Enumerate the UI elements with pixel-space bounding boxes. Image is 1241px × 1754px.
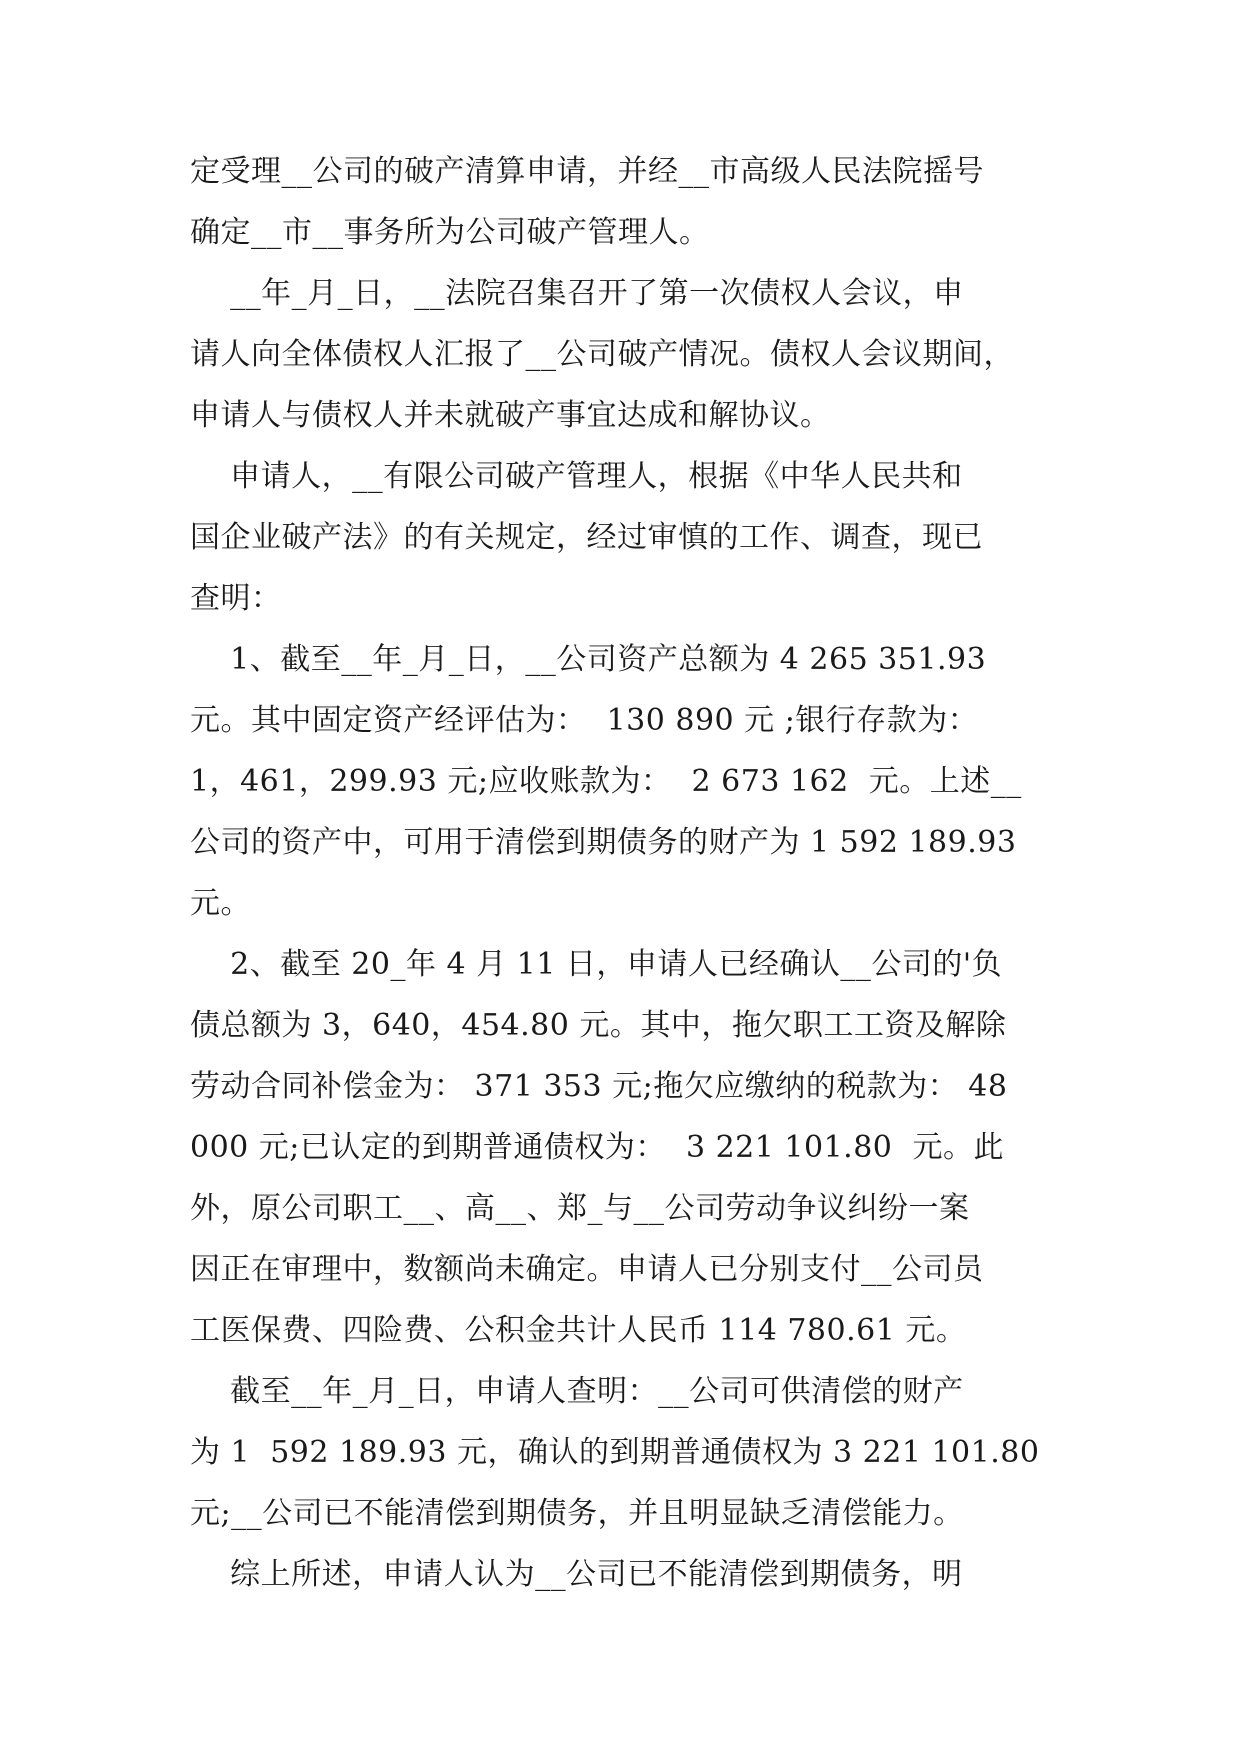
text-line: 元;__公司已不能清偿到期债务，并且明显缺乏清偿能力。 [190,1496,964,1531]
text-line: 工医保费、四险费、公积金共计人民币 114 780.61 元。 [190,1313,967,1348]
text-line: 综上所述，申请人认为__公司已不能清偿到期债务，明 [190,1557,963,1592]
text-line: 查明： [190,581,282,616]
text-line: 元。其中固定资产经评估为： 130 890 元 ;银行存款为： [190,703,979,738]
text-line: 债总额为 3，640，454.80 元。其中，拖欠职工工资及解除 [190,1008,1007,1043]
text-line: 1、截至__年_月_日，__公司资产总额为 4 265 351.93 [190,642,987,677]
text-line: 因正在审理中，数额尚未确定。申请人已分别支付__公司员 [190,1252,984,1287]
text-line: 为 1 592 189.93 元，确认的到期普通债权为 3 221 101.80 [190,1435,1040,1470]
text-line: 国企业破产法》的有关规定，经过审慎的工作、调查，现已 [190,520,983,555]
text-line: 请人向全体债权人汇报了__公司破产情况。债权人会议期间， [190,337,1014,372]
text-line: 确定__市__事务所为公司破产管理人。 [190,215,710,250]
text-line: 1，461，299.93 元;应收账款为： 2 673 162 元。上述__ [190,764,1022,799]
text-line: 外，原公司职工__、高__、郑_与__公司劳动争议纠纷一案 [190,1191,970,1226]
text-line: 定受理__公司的破产清算申请，并经__市高级人民法院摇号 [190,154,984,189]
text-line: 000 元;已认定的到期普通债权为： 3 221 101.80 元。此 [190,1130,1004,1165]
text-line: 申请人，__有限公司破产管理人，根据《中华人民共和 [190,459,963,494]
text-line: 2、截至 20_年 4 月 11 日，申请人已经确认__公司的'负 [190,947,1003,982]
text-line: 劳动合同补偿金为： 371 353 元;拖欠应缴纳的税款为： 48 [190,1069,1008,1104]
text-line: __年_月_日，__法院召集召开了第一次债权人会议，申 [190,276,964,311]
text-line: 公司的资产中，可用于清偿到期债务的财产为 1 592 189.93 [190,825,1017,860]
text-line: 元。 [190,886,251,921]
text-line: 申请人与债权人并未就破产事宜达成和解协议。 [190,398,831,433]
text-line: 截至__年_月_日，申请人查明：__公司可供清偿的财产 [190,1374,964,1409]
